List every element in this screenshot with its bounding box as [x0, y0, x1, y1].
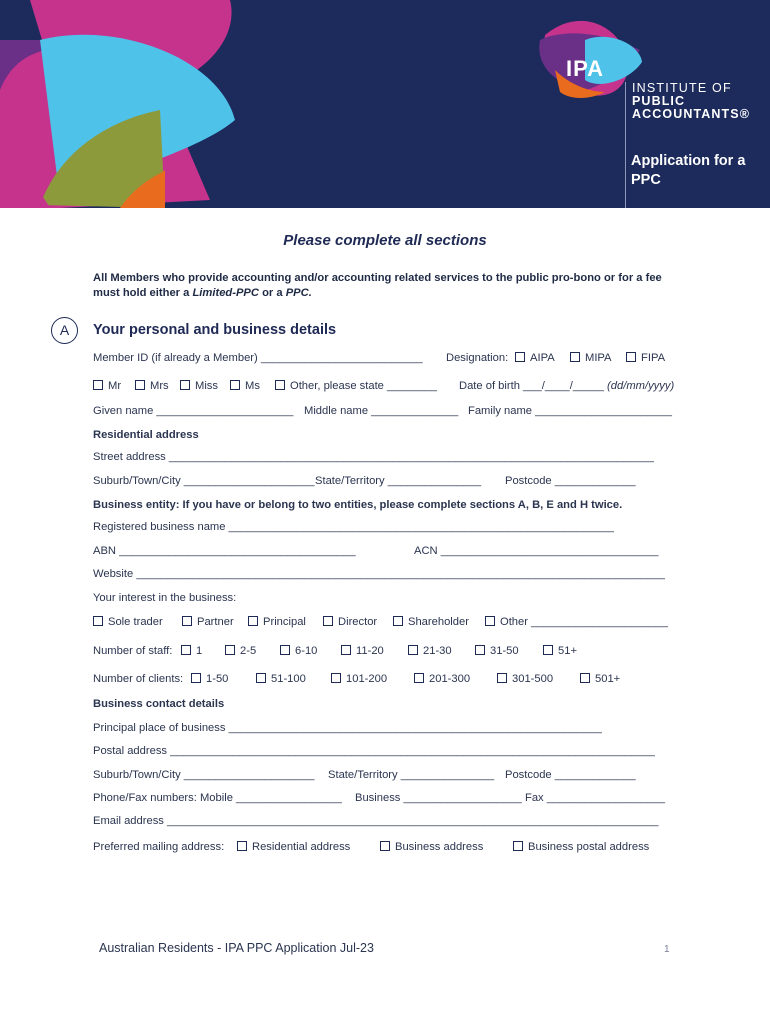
checkbox-icon[interactable] [580, 673, 590, 683]
middle-name-field[interactable]: Middle name ______________ [304, 405, 459, 417]
clients-501-plus-label: 501+ [595, 673, 621, 685]
staff-21-30[interactable] [408, 645, 452, 657]
designation-mipa-label: MIPA [585, 352, 612, 364]
checkbox-icon[interactable] [182, 616, 192, 626]
checkbox-icon[interactable] [275, 380, 285, 390]
given-name-field[interactable]: Given name ______________________ [93, 405, 294, 417]
checkbox-icon[interactable] [543, 645, 553, 655]
mailing-business-postal-label: Business postal address [528, 841, 650, 853]
checkbox-icon[interactable] [237, 841, 247, 851]
checkbox-icon[interactable] [626, 352, 636, 362]
checkbox-icon[interactable] [331, 673, 341, 683]
checkbox-icon[interactable] [497, 673, 507, 683]
interest-principal-label: Principal [263, 616, 306, 628]
clients-301-500[interactable] [497, 673, 553, 685]
staff-21-30-label: 21-30 [423, 645, 452, 657]
residential-heading: Residential address [93, 429, 199, 441]
checkbox-icon[interactable] [135, 380, 145, 390]
checkbox-icon[interactable] [181, 645, 191, 655]
checkbox-icon[interactable] [475, 645, 485, 655]
suburb-field[interactable]: Suburb/Town/City _____________________ [93, 475, 315, 487]
checkbox-icon[interactable] [93, 616, 103, 626]
intro-limited-ppc: Limited-PPC [192, 287, 259, 299]
clients-1-50[interactable] [191, 673, 228, 685]
postcode-field[interactable]: Postcode _____________ [505, 475, 636, 487]
designation-mipa[interactable] [570, 352, 612, 364]
principal-place-label: Principal place of business ____________________________________________________________ [93, 722, 602, 734]
registered-name-label: Registered business name ______________________________________________________________ [93, 521, 615, 533]
title-mrs-label: Mrs [150, 380, 169, 392]
state-field[interactable]: State/Territory _______________ [315, 475, 482, 487]
dob-format: (dd/mm/yyyy) [607, 380, 675, 392]
title-ms[interactable] [230, 380, 260, 392]
postal-address-label: Postal address ______________________________________________________________________________ [93, 745, 656, 757]
staff-31-50-label: 31-50 [490, 645, 519, 657]
mailing-business-postal[interactable] [513, 841, 649, 853]
clients-101-200-label: 101-200 [346, 673, 388, 685]
mailing-business-label: Business address [395, 841, 484, 853]
checkbox-icon[interactable] [393, 616, 403, 626]
member-id-field[interactable]: Member ID (if already a Member) __________________________ [93, 352, 423, 364]
street-address-label: Street address ______________________________________________________________________________ [93, 451, 655, 463]
mailing-residential-label: Residential address [252, 841, 351, 853]
mailing-residential[interactable] [237, 841, 350, 853]
title-mr-label: Mr [108, 380, 122, 392]
interest-partner[interactable] [182, 616, 234, 628]
checkbox-icon[interactable] [408, 645, 418, 655]
title-mrs[interactable] [135, 380, 169, 392]
staff-1[interactable] [181, 645, 202, 657]
intro-text-b: or a [258, 287, 286, 299]
application-title: Application for a PPC [631, 153, 746, 188]
clients-label: Number of clients: [93, 673, 184, 685]
checkbox-icon[interactable] [323, 616, 333, 626]
postal-address-field[interactable] [93, 745, 655, 760]
organisation-name [632, 82, 750, 121]
date-of-birth-field[interactable] [459, 380, 674, 392]
interest-other-label: Other ______________________ [500, 616, 668, 628]
principal-place-field[interactable] [93, 722, 602, 737]
checkbox-icon[interactable] [515, 352, 525, 362]
interest-shareholder[interactable] [393, 616, 469, 628]
interest-director-label: Director [338, 616, 378, 628]
staff-51-plus-label: 51+ [558, 645, 577, 657]
business-phone-field[interactable]: Business ___________________ [355, 792, 522, 804]
logo-line-1: INSTITUTE OF [632, 81, 732, 95]
staff-11-20[interactable] [341, 645, 384, 657]
interest-director[interactable] [323, 616, 377, 628]
staff-6-10-label: 6-10 [295, 645, 318, 657]
mailing-business[interactable] [380, 841, 483, 853]
checkbox-icon[interactable] [256, 673, 266, 683]
checkbox-icon[interactable] [230, 380, 240, 390]
section-letter-badge: A [51, 317, 78, 344]
clients-301-500-label: 301-500 [512, 673, 554, 685]
designation-aipa-label: AIPA [530, 352, 555, 364]
designation-aipa[interactable] [515, 352, 555, 364]
interest-label: Your interest in the business: [93, 592, 237, 604]
interest-other[interactable] [485, 616, 668, 628]
registered-name-field[interactable] [93, 521, 614, 536]
staff-11-20-label: 11-20 [356, 645, 384, 657]
checkbox-icon[interactable] [225, 645, 235, 655]
staff-2-5[interactable] [225, 645, 256, 657]
dob-label: Date of birth ___/____/_____ [459, 380, 604, 392]
page-number: 1 [664, 944, 670, 955]
footer-text: Australian Residents - IPA PPC Application Jul-23 [99, 941, 374, 955]
instructions-heading: Please complete all sections [283, 232, 487, 249]
clients-101-200[interactable] [331, 673, 387, 685]
checkbox-icon[interactable] [414, 673, 424, 683]
title-ms-label: Ms [245, 380, 260, 392]
abn-field[interactable]: ABN ______________________________________ [93, 545, 356, 557]
logo-mark: IPA [566, 56, 605, 81]
website-label: Website _____________________________________________________________________________________ [93, 568, 666, 580]
checkbox-icon[interactable] [380, 841, 390, 851]
designation-fipa-label: FIPA [641, 352, 666, 364]
interest-sole-trader[interactable] [93, 616, 163, 628]
clients-1-50-label: 1-50 [206, 673, 229, 685]
checkbox-icon[interactable] [180, 380, 190, 390]
staff-2-5-label: 2-5 [240, 645, 257, 657]
business-suburb-field[interactable]: Suburb/Town/City _____________________ [93, 769, 315, 781]
staff-31-50[interactable] [475, 645, 519, 657]
interest-shareholder-label: Shareholder [408, 616, 469, 628]
checkbox-icon[interactable] [485, 616, 495, 626]
email-field[interactable] [93, 815, 659, 830]
staff-51-plus[interactable] [543, 645, 577, 657]
clients-201-300[interactable] [414, 673, 470, 685]
checkbox-icon[interactable] [341, 645, 351, 655]
logo-line-2: PUBLIC [632, 94, 686, 108]
business-entity-note: Business entity: If you have or belong to two entities, please complete sections A, B, E and H twice. [93, 499, 623, 511]
mailing-label: Preferred mailing address: [93, 841, 225, 853]
interest-principal[interactable] [248, 616, 306, 628]
fax-field[interactable]: Fax ___________________ [525, 792, 665, 804]
email-label: Email address _______________________________________________________________________________ [93, 815, 659, 827]
clients-51-100[interactable] [256, 673, 306, 685]
checkbox-icon[interactable] [280, 645, 290, 655]
staff-1-label: 1 [196, 645, 203, 657]
logo-line-3: ACCOUNTANTS® [632, 107, 751, 121]
interest-sole-trader-label: Sole trader [108, 616, 163, 628]
checkbox-icon[interactable] [93, 380, 103, 390]
header-banner [0, 0, 770, 208]
clients-201-300-label: 201-300 [429, 673, 471, 685]
header-divider [625, 82, 626, 208]
acn-field[interactable]: ACN ___________________________________ [414, 545, 659, 557]
staff-label: Number of staff: [93, 645, 173, 657]
interest-partner-label: Partner [197, 616, 234, 628]
checkbox-icon[interactable] [513, 841, 523, 851]
section-title: Your personal and business details [93, 322, 337, 338]
clients-501-plus[interactable] [580, 673, 620, 685]
clients-51-100-label: 51-100 [271, 673, 306, 685]
designation-label: Designation: [446, 352, 509, 364]
intro-ppc: PPC. [285, 287, 312, 299]
checkbox-icon[interactable] [248, 616, 258, 626]
member-id-row [93, 352, 666, 364]
title-miss[interactable] [180, 380, 218, 392]
intro-paragraph [93, 271, 683, 301]
checkbox-icon[interactable] [191, 673, 201, 683]
staff-6-10[interactable] [280, 645, 317, 657]
business-contact-heading: Business contact details [93, 698, 225, 710]
website-field[interactable] [93, 568, 665, 583]
title-other[interactable] [275, 380, 437, 392]
mobile-field[interactable]: Phone/Fax numbers: Mobile _________________ [93, 792, 342, 804]
street-address-field[interactable] [93, 451, 654, 466]
intro-text-a: All Members who provide accounting and/or accounting related services to the public pro-bono or for a fee must hold either a [93, 272, 662, 299]
designation-fipa[interactable] [626, 352, 665, 364]
checkbox-icon[interactable] [570, 352, 580, 362]
title-other-label: Other, please state ________ [290, 380, 437, 392]
title-miss-label: Miss [195, 380, 218, 392]
family-name-field[interactable]: Family name ______________________ [468, 405, 673, 417]
title-mr[interactable] [93, 380, 121, 392]
business-postcode-field[interactable]: Postcode _____________ [505, 769, 636, 781]
business-state-field[interactable]: State/Territory _______________ [328, 769, 495, 781]
